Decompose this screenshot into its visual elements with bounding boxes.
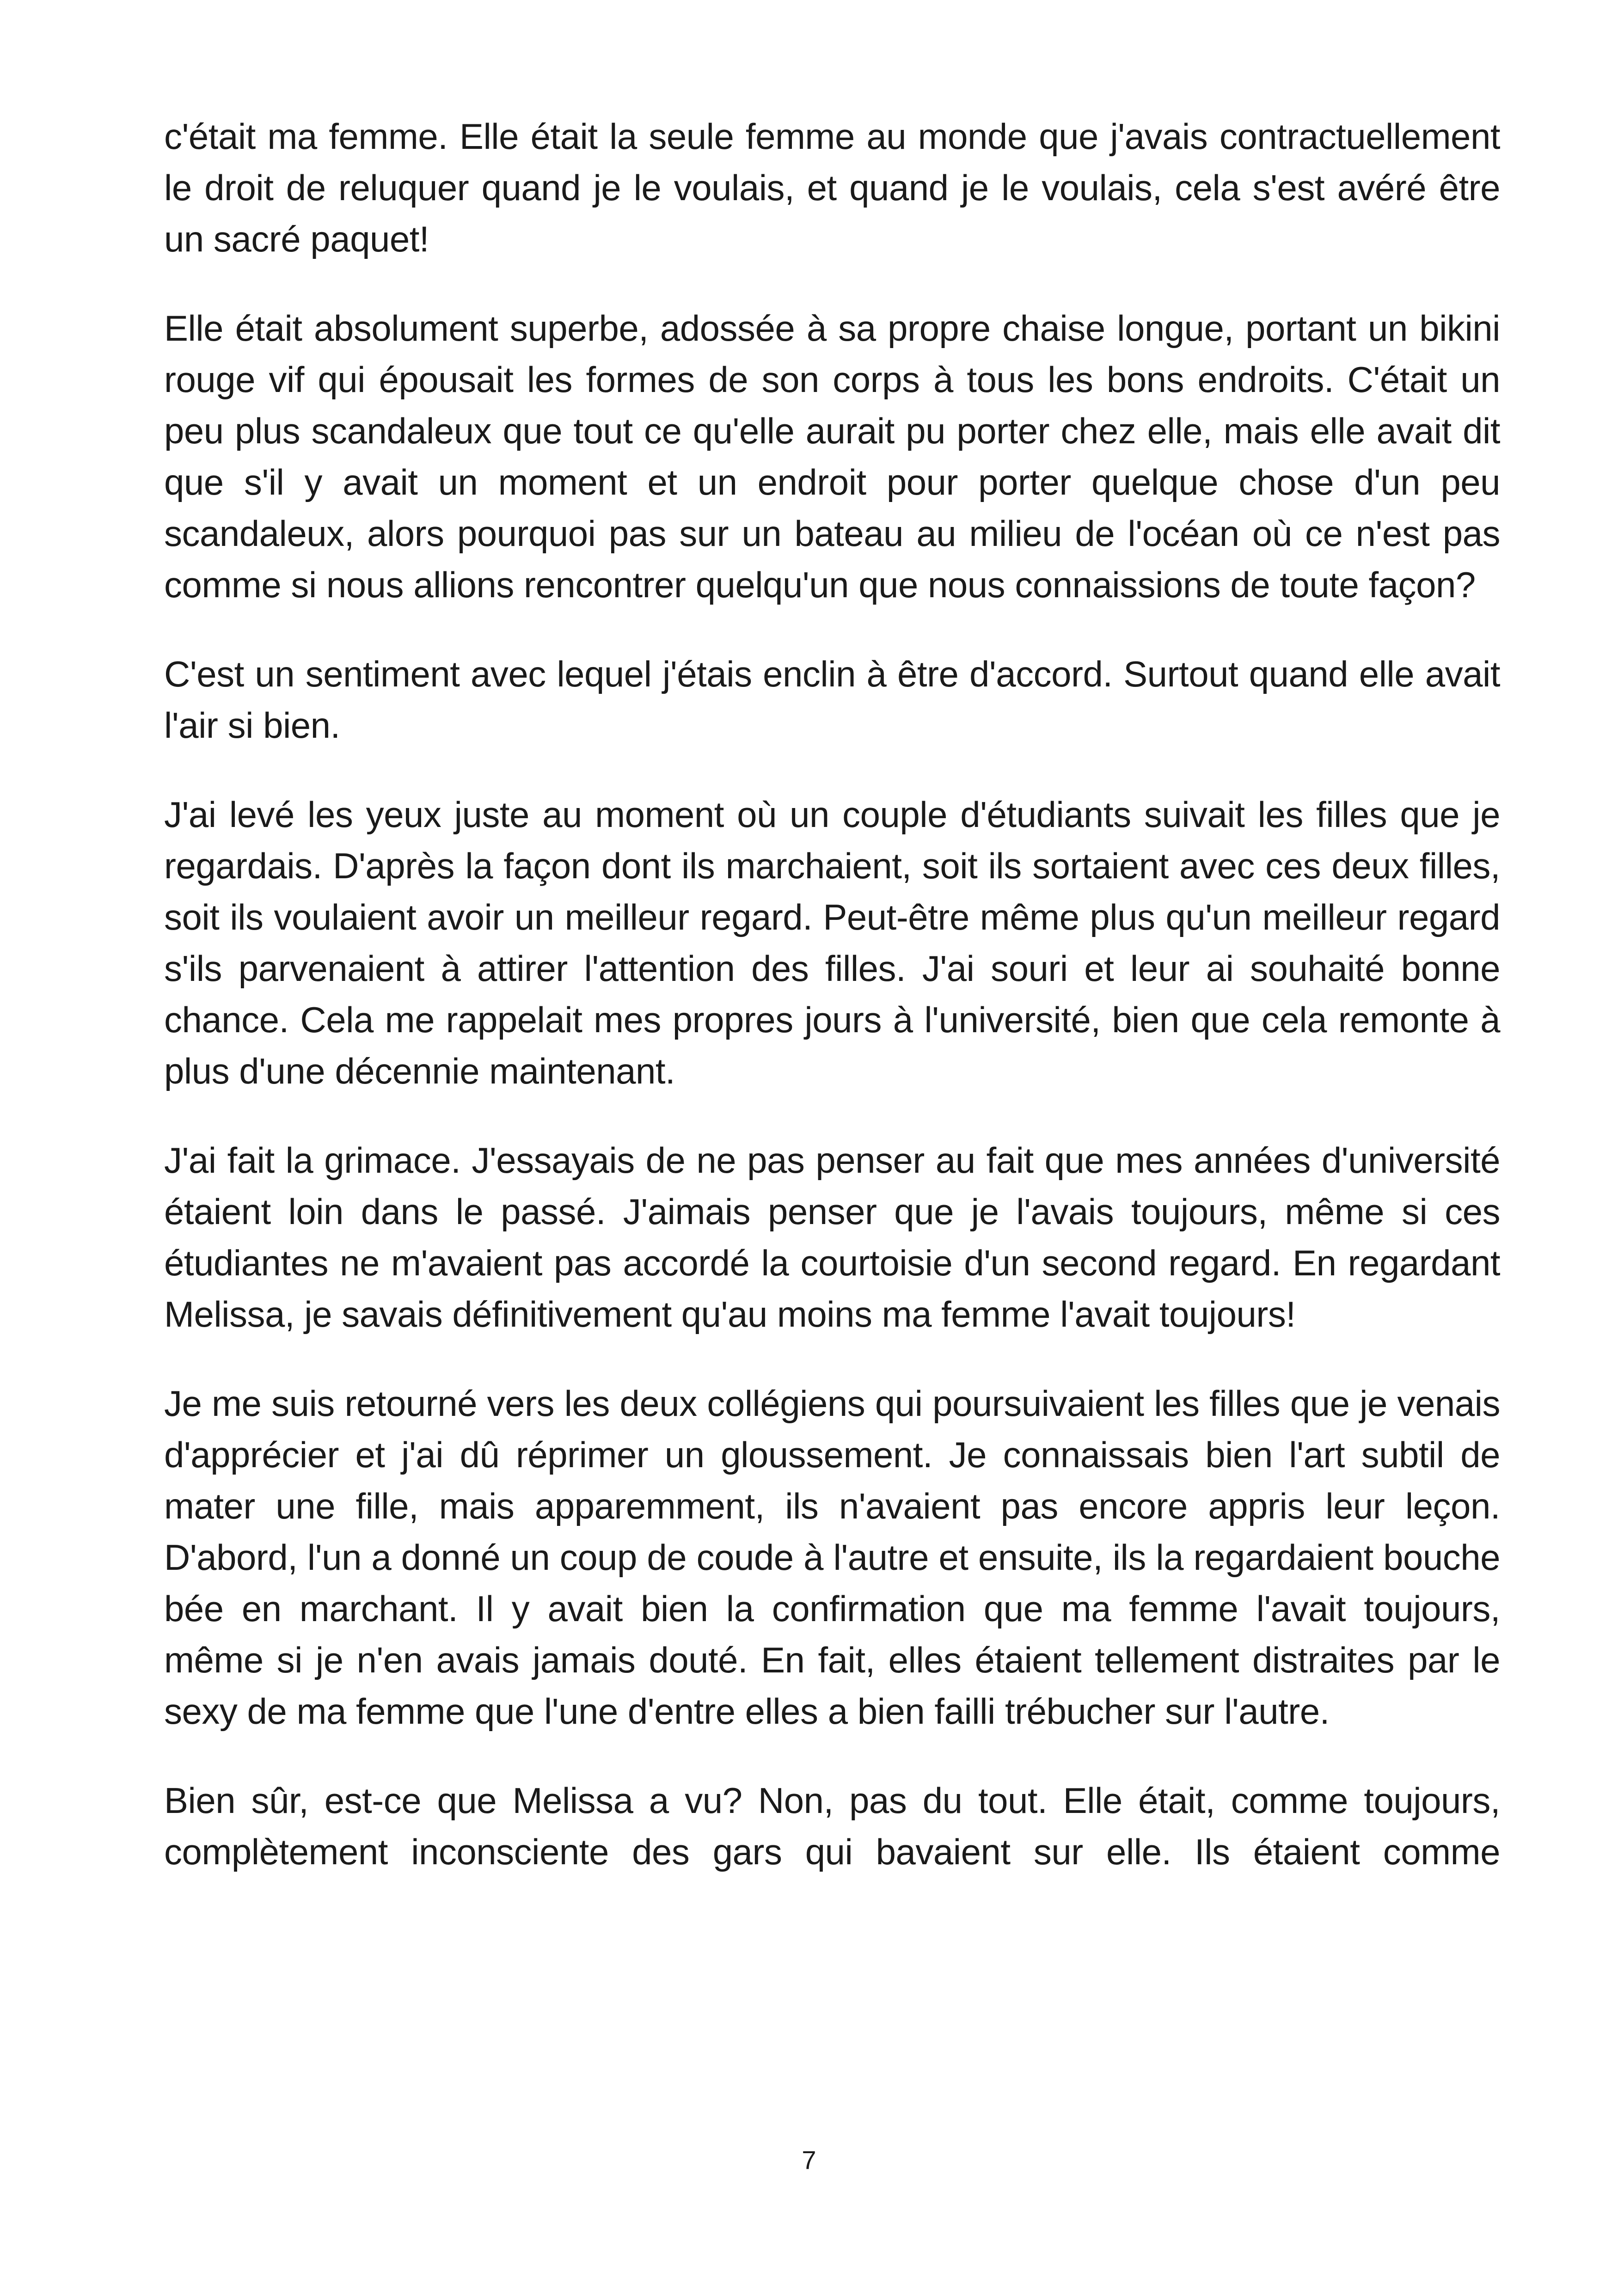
paragraph: Elle était absolument superbe, adossée à sa propre chaise longue, portant un bikini rouge vif qui épousait les formes de son corps à tous les bons endroits. C'était un peu plus scandaleux que tout ce qu'elle aurait pu porter chez elle, mais elle avait dit que s'il y avait un moment et un endroit pour porter quelque chose d'un peu scandaleux, alors pourquoi pas sur un bateau au milieu de l'océan où ce n'est pas comme si nous allions rencontrer quelqu'un que nous connaissions de toute façon? <box>164 308 1500 605</box>
paragraph: Bien sûr, est-ce que Melissa a vu? Non, pas du tout. Elle était, comme toujours, complètement inconsciente des gars qui bavaient sur elle. Ils étaient comme <box>164 1780 1500 1872</box>
paragraph: Je me suis retourné vers les deux collégiens qui poursuivaient les filles que je venais d'apprécier et j'ai dû réprimer un gloussement. Je connaissais bien l'art subtil de mater une fille, mais apparemment, ils n'avaient pas encore appris leur leçon. D'abord, l'un a donné un coup de coude à l'autre et ensuite, ils la regardaient bouche bée en marchant. Il y avait bien la confirmation que ma femme l'avait toujours, même si je n'en avais jamais douté. En fait, elles étaient tellement distraites par le sexy de ma femme que l'une d'entre elles a bien failli trébucher sur l'autre. <box>164 1383 1500 1732</box>
paragraph: J'ai levé les yeux juste au moment où un couple d'étudiants suivait les filles que je regardais. D'après la façon dont ils marchaient, soit ils sortaient avec ces deux filles, soit ils voulaient avoir un meilleur regard. Peut-être même plus qu'un meilleur regard s'ils parvenaient à attirer l'attention des filles. J'ai souri et leur ai souhaité bonne chance. Cela me rappelait mes propres jours à l'université, bien que cela remonte à plus d'une décennie maintenant. <box>164 794 1500 1091</box>
paragraph: J'ai fait la grimace. J'essayais de ne pas penser au fait que mes années d'université étaient loin dans le passé. J'aimais penser que je l'avais toujours, même si ces étudiantes ne m'avaient pas accordé la courtoisie d'un second regard. En regardant Melissa, je savais définitivement qu'au moins ma femme l'avait toujours! <box>164 1140 1500 1335</box>
paragraph: c'était ma femme. Elle était la seule femme au monde que j'avais contractuellement le droit de reluquer quand je le voulais, et quand je le voulais, cela s'est avéré être un sacré paquet! <box>164 116 1500 259</box>
body-text <box>164 111 1500 1916</box>
page-number: 7 <box>802 2145 816 2174</box>
paragraph: C'est un sentiment avec lequel j'étais enclin à être d'accord. Surtout quand elle avait l'air si bien. <box>164 654 1500 746</box>
